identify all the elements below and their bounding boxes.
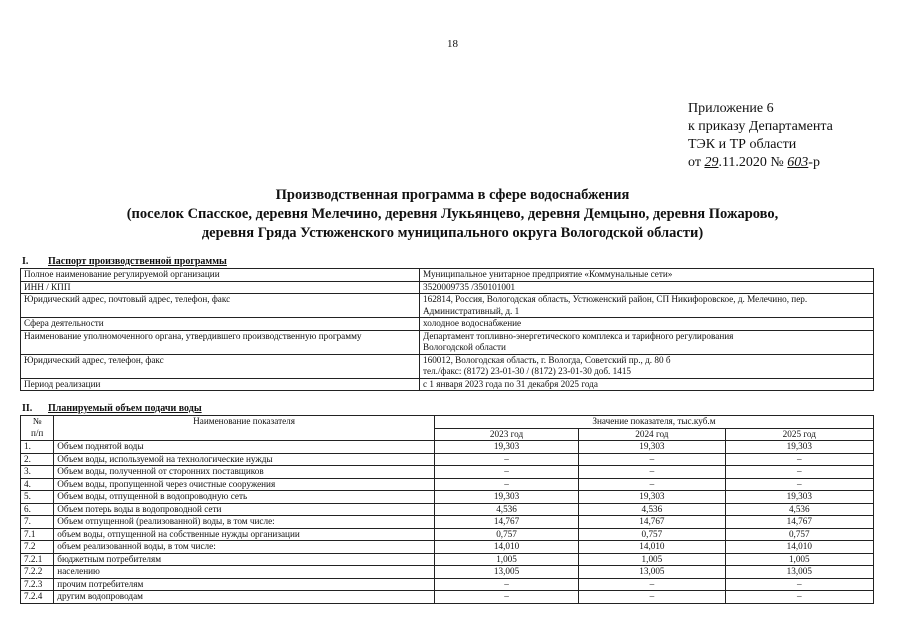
row-name: Объем воды, отпущенной в водопроводную сеть xyxy=(54,491,435,504)
row-value-2023: 0,757 xyxy=(434,528,578,541)
volume-header-row-1 xyxy=(21,416,874,429)
table-row xyxy=(21,578,874,591)
header-year-2023: 2023 год xyxy=(434,428,578,441)
header-year-2025: 2025 год xyxy=(725,428,873,441)
passport-value xyxy=(420,281,874,294)
row-number: 4. xyxy=(21,478,54,491)
row-name: бюджетным потребителям xyxy=(54,553,435,566)
row-name: объем воды, отпущенной на собственные нужды организации xyxy=(54,528,435,541)
row-value-2025: 0,757 xyxy=(725,528,873,541)
header-value-group: Значение показателя, тыс.куб.м xyxy=(434,416,873,429)
table-row xyxy=(21,528,874,541)
passport-row xyxy=(21,330,874,354)
row-value-2023: – xyxy=(434,453,578,466)
row-name: другим водопроводам xyxy=(54,591,435,604)
row-value-2024: – xyxy=(579,466,725,479)
passport-key: Юридический адрес, телефон, факс xyxy=(21,354,420,378)
row-number: 7. xyxy=(21,516,54,529)
row-value-2023: 4,536 xyxy=(434,503,578,516)
passport-row xyxy=(21,294,874,318)
document-title xyxy=(0,186,905,243)
volume-table xyxy=(20,415,874,604)
passport-value-line: Административный, д. 1 xyxy=(423,305,520,316)
row-value-2024: 19,303 xyxy=(579,441,725,454)
row-value-2023: – xyxy=(434,478,578,491)
table-row xyxy=(21,491,874,504)
row-number: 7.1 xyxy=(21,528,54,541)
header-name: Наименование показателя xyxy=(54,416,435,441)
passport-value-line: 160012, Вологодская область, г. Вологда, Советский пр., д. 80 б xyxy=(423,354,671,365)
row-number: 3. xyxy=(21,466,54,479)
row-value-2023: 19,303 xyxy=(434,491,578,504)
row-name: Объем отпущенной (реализованной) воды, в том числе: xyxy=(54,516,435,529)
appendix-line-2: к приказу Департамента xyxy=(688,119,833,134)
section-1-heading xyxy=(22,256,227,267)
table-row xyxy=(21,466,874,479)
passport-value-line: тел./факс: (8172) 23-01-30 / (8172) 23-01-30 доб. 1415 xyxy=(423,366,632,376)
row-name: Объем поднятой воды xyxy=(54,441,435,454)
title-line-2: (поселок Спасское, деревня Мелечино, деревня Лукьянцево, деревня Демцыно, деревня Пожарово, xyxy=(126,206,779,222)
row-value-2024: 14,767 xyxy=(579,516,725,529)
row-number: 7.2 xyxy=(21,541,54,554)
row-value-2024: 1,005 xyxy=(579,553,725,566)
row-name: Объем воды, полученной от сторонних поставщиков xyxy=(54,466,435,479)
date-rest: .11.2020 № xyxy=(718,155,788,170)
table-row xyxy=(21,553,874,566)
row-value-2025: 19,303 xyxy=(725,491,873,504)
row-number: 7.2.1 xyxy=(21,553,54,566)
passport-row xyxy=(21,281,874,294)
row-number: 7.2.3 xyxy=(21,578,54,591)
page-number: 18 xyxy=(447,38,458,50)
passport-key: Полное наименование регулируемой организации xyxy=(21,269,420,282)
passport-value-line: холодное водоснабжение xyxy=(423,318,522,328)
row-value-2023: 13,005 xyxy=(434,566,578,579)
passport-value xyxy=(420,330,874,354)
row-value-2025: – xyxy=(725,453,873,466)
row-name: объем реализованной воды, в том числе: xyxy=(54,541,435,554)
date-day: 29 xyxy=(704,155,719,170)
passport-value-line: с 1 января 2023 года по 31 декабря 2025 года xyxy=(423,378,598,389)
title-line-3: деревня Гряда Устюженского муниципального округа Вологодской области) xyxy=(201,225,704,241)
row-name: Объем потерь воды в водопроводной сети xyxy=(54,503,435,516)
row-name: населению xyxy=(54,566,435,579)
passport-key: Наименование уполномоченного органа, утвердившего производственную программу xyxy=(21,330,420,354)
row-value-2024: – xyxy=(579,453,725,466)
order-number: 603 xyxy=(787,155,809,170)
passport-table xyxy=(20,268,874,391)
passport-row xyxy=(21,318,874,331)
passport-value-line: 3520009735 /350101001 xyxy=(423,281,516,292)
passport-row xyxy=(21,269,874,282)
passport-value xyxy=(420,354,874,378)
row-value-2025: 1,005 xyxy=(725,553,873,566)
passport-value-line: 162814, Россия, Вологодская область, Устюженский район, СП Никифоровское, д. Мелечино, пер. xyxy=(423,294,808,304)
row-value-2024: 19,303 xyxy=(579,491,725,504)
row-value-2024: 4,536 xyxy=(579,503,725,516)
row-value-2025: – xyxy=(725,578,873,591)
row-number: 5. xyxy=(21,491,54,504)
row-value-2024: 0,757 xyxy=(579,528,725,541)
row-number: 1. xyxy=(21,441,54,454)
appendix-date xyxy=(688,154,833,172)
table-row xyxy=(21,516,874,529)
passport-value-line: Вологодской области xyxy=(423,342,506,352)
passport-value xyxy=(420,318,874,331)
row-value-2025: – xyxy=(725,466,873,479)
table-row xyxy=(21,478,874,491)
row-value-2023: – xyxy=(434,578,578,591)
section-2-title: Планируемый объем подачи воды xyxy=(48,403,202,414)
row-value-2023: 14,767 xyxy=(434,516,578,529)
row-value-2024: – xyxy=(579,478,725,491)
passport-row xyxy=(21,354,874,378)
section-2-number: II. xyxy=(22,403,33,414)
section-2-heading xyxy=(22,403,202,414)
row-value-2025: 19,303 xyxy=(725,441,873,454)
passport-value xyxy=(420,294,874,318)
table-row xyxy=(21,541,874,554)
row-number: 6. xyxy=(21,503,54,516)
passport-key: Период реализации xyxy=(21,378,420,391)
row-name: Объем воды, используемой на технологические нужды xyxy=(54,453,435,466)
row-value-2023: – xyxy=(434,591,578,604)
passport-key: Сфера деятельности xyxy=(21,318,420,331)
row-value-2024: 13,005 xyxy=(579,566,725,579)
table-row xyxy=(21,591,874,604)
row-name: прочим потребителям xyxy=(54,578,435,591)
row-value-2025: 14,767 xyxy=(725,516,873,529)
passport-key: ИНН / КПП xyxy=(21,281,420,294)
row-value-2023: 1,005 xyxy=(434,553,578,566)
appendix-line-3: ТЭК и ТР области xyxy=(688,137,797,152)
row-value-2024: – xyxy=(579,591,725,604)
row-number: 7.2.4 xyxy=(21,591,54,604)
order-suffix: -р xyxy=(808,155,820,170)
date-prefix: от xyxy=(688,155,705,170)
section-1-title: Паспорт производственной программы xyxy=(48,256,227,267)
row-value-2023: 14,010 xyxy=(434,541,578,554)
row-value-2023: – xyxy=(434,466,578,479)
row-value-2025: – xyxy=(725,591,873,604)
passport-value xyxy=(420,378,874,391)
passport-value xyxy=(420,269,874,282)
table-row xyxy=(21,453,874,466)
row-value-2025: 13,005 xyxy=(725,566,873,579)
passport-key: Юридический адрес, почтовый адрес, телефон, факс xyxy=(21,294,420,318)
row-value-2025: – xyxy=(725,478,873,491)
appendix-line-1: Приложение 6 xyxy=(688,101,774,116)
table-row xyxy=(21,566,874,579)
section-1-number: I. xyxy=(22,256,29,267)
header-number: № п/п xyxy=(21,416,54,441)
table-row xyxy=(21,503,874,516)
row-name: Объем воды, пропущенной через очистные сооружения xyxy=(54,478,435,491)
title-line-1: Производственная программа в сфере водоснабжения xyxy=(275,187,630,203)
row-value-2024: 14,010 xyxy=(579,541,725,554)
appendix-block xyxy=(688,100,833,172)
row-value-2025: 4,536 xyxy=(725,503,873,516)
passport-value-line: Муниципальное унитарное предприятие «Коммунальные сети» xyxy=(423,269,673,279)
row-number: 7.2.2 xyxy=(21,566,54,579)
passport-row xyxy=(21,378,874,391)
row-value-2025: 14,010 xyxy=(725,541,873,554)
table-row xyxy=(21,441,874,454)
passport-value-line: Департамент топливно-энергетического комплекса и тарифного регулирования xyxy=(423,330,734,341)
row-number: 2. xyxy=(21,453,54,466)
header-year-2024: 2024 год xyxy=(579,428,725,441)
row-value-2023: 19,303 xyxy=(434,441,578,454)
row-value-2024: – xyxy=(579,578,725,591)
